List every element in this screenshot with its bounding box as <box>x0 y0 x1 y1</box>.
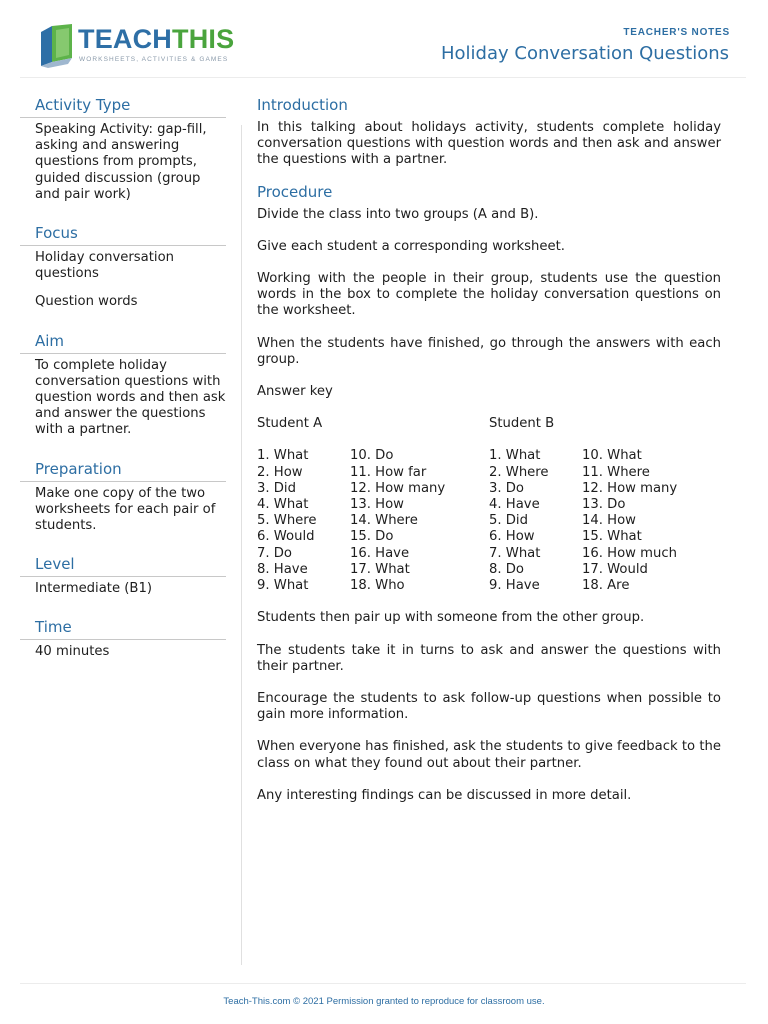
answer-item: 6. How <box>489 529 535 545</box>
answer-item: 12. How many <box>350 480 446 496</box>
focus-section <box>20 222 226 311</box>
column-divider <box>241 125 242 965</box>
procedure-step: Divide the class into two groups (A and B). <box>257 206 539 222</box>
student-labels <box>257 416 721 432</box>
answer-item: 6. Would <box>257 529 315 545</box>
answer-item: 10. Do <box>350 448 394 464</box>
focus-item: Holiday conversation questions <box>35 250 174 282</box>
level-heading: Level <box>20 553 226 577</box>
logo-word-teach: TEACH <box>78 24 172 54</box>
introduction-heading: Introduction <box>257 96 348 114</box>
answer-item: 9. What <box>257 577 309 593</box>
answers-student-b-col1 <box>489 448 549 594</box>
answer-key-label: Answer key <box>257 384 333 400</box>
focus-item: Question words <box>35 294 138 310</box>
sidebar <box>20 94 226 680</box>
student-b-label: Student B <box>489 416 555 432</box>
logo-word-this: THIS <box>172 24 235 54</box>
logo-tagline: WORKSHEETS, ACTIVITIES & GAMES <box>79 56 229 63</box>
answer-item: 18. Who <box>350 577 405 593</box>
answer-item: 2. Where <box>489 464 549 480</box>
answer-item: 8. Do <box>489 561 524 577</box>
answer-item: 14. Where <box>350 513 418 529</box>
answer-item: 14. How <box>582 513 636 529</box>
time-text: 40 minutes <box>35 644 110 660</box>
procedure-step: Any interesting findings can be discussed in more detail. <box>257 787 632 803</box>
preparation-text: Make one copy of the two worksheets for each pair of students. <box>35 485 216 534</box>
answer-item: 8. Have <box>257 561 308 577</box>
time-section <box>20 616 226 660</box>
answer-item: 1. What <box>489 448 541 464</box>
answer-item: 4. Have <box>489 496 540 512</box>
answer-item: 1. What <box>257 448 309 464</box>
answer-key <box>257 448 721 594</box>
procedure-heading: Procedure <box>257 182 333 201</box>
answer-item: 7. What <box>489 545 541 561</box>
procedure-step: Working with the people in their group, students use the question words in the box to complete the holiday conversation questions on the worksheet. <box>257 271 721 319</box>
logo-wordmark <box>78 24 234 55</box>
page-header <box>20 0 746 78</box>
answers-student-b-col2 <box>582 448 677 594</box>
answer-item: 17. What <box>350 561 410 577</box>
teachers-notes-label: TEACHER'S NOTES <box>623 27 730 38</box>
answers-student-a-col2 <box>350 448 445 594</box>
student-a-label: Student A <box>257 416 323 432</box>
answer-item: 12. How many <box>582 480 678 496</box>
answer-item: 13. How <box>350 496 404 512</box>
aim-text: To complete holiday conversation questions with question words and then ask and answer the questions with a partner. <box>35 357 226 438</box>
answer-item: 16. How much <box>582 545 677 561</box>
answer-item: 16. Have <box>350 545 410 561</box>
level-text: Intermediate (B1) <box>35 581 153 597</box>
activity-type-text: Speaking Activity: gap-fill, asking and answering questions from prompts, guided discussion (group and pair work) <box>35 122 207 202</box>
answer-item: 11. How far <box>350 464 427 480</box>
answers-student-a-col1 <box>257 448 317 594</box>
answer-item: 9. Have <box>489 577 540 593</box>
teach-this-logo <box>38 22 238 70</box>
activity-type-section <box>20 94 226 203</box>
book-logo-icon <box>38 22 78 68</box>
answer-item: 3. Did <box>257 480 296 496</box>
preparation-heading: Preparation <box>20 458 226 482</box>
main-content <box>257 94 721 804</box>
procedure-step: Encourage the students to ask follow-up questions when possible to gain more information. <box>257 691 721 723</box>
aim-heading: Aim <box>20 330 226 354</box>
page-title: Holiday Conversation Questions <box>441 43 729 64</box>
answer-item: 4. What <box>257 496 309 512</box>
answer-item: 5. Did <box>489 513 528 529</box>
activity-type-heading: Activity Type <box>20 94 226 118</box>
answer-item: 2. How <box>257 464 303 480</box>
aim-section <box>20 330 226 439</box>
level-section <box>20 553 226 597</box>
footer-divider <box>20 983 746 984</box>
footer-copyright: Teach-This.com © 2021 Permission granted to reproduce for classroom use. <box>223 996 545 1007</box>
answer-item: 11. Where <box>582 464 650 480</box>
procedure-step: The students take it in turns to ask and answer the questions with their partner. <box>257 642 721 674</box>
answer-item: 5. Where <box>257 513 317 529</box>
focus-heading: Focus <box>20 222 226 246</box>
answer-item: 7. Do <box>257 545 292 561</box>
introduction-text: In this talking about holidays activity, students complete holiday conversation questions with question words and then ask and answer the questions with a partner. <box>257 120 721 168</box>
answer-item: 10. What <box>582 448 642 464</box>
preparation-section <box>20 458 226 535</box>
answer-item: 15. Do <box>350 529 394 545</box>
time-heading: Time <box>20 616 226 640</box>
procedure-step: Students then pair up with someone from the other group. <box>257 610 645 626</box>
answer-item: 13. Do <box>582 496 626 512</box>
answer-item: 3. Do <box>489 480 524 496</box>
procedure-step: Give each student a corresponding worksheet. <box>257 238 565 254</box>
procedure-step: When the students have finished, go through the answers with each group. <box>257 335 721 367</box>
answer-item: 18. Are <box>582 577 630 593</box>
answer-item: 17. Would <box>582 561 648 577</box>
answer-item: 15. What <box>582 529 642 545</box>
procedure-step: When everyone has finished, ask the students to give feedback to the class on what they found out about their partner. <box>257 739 721 771</box>
